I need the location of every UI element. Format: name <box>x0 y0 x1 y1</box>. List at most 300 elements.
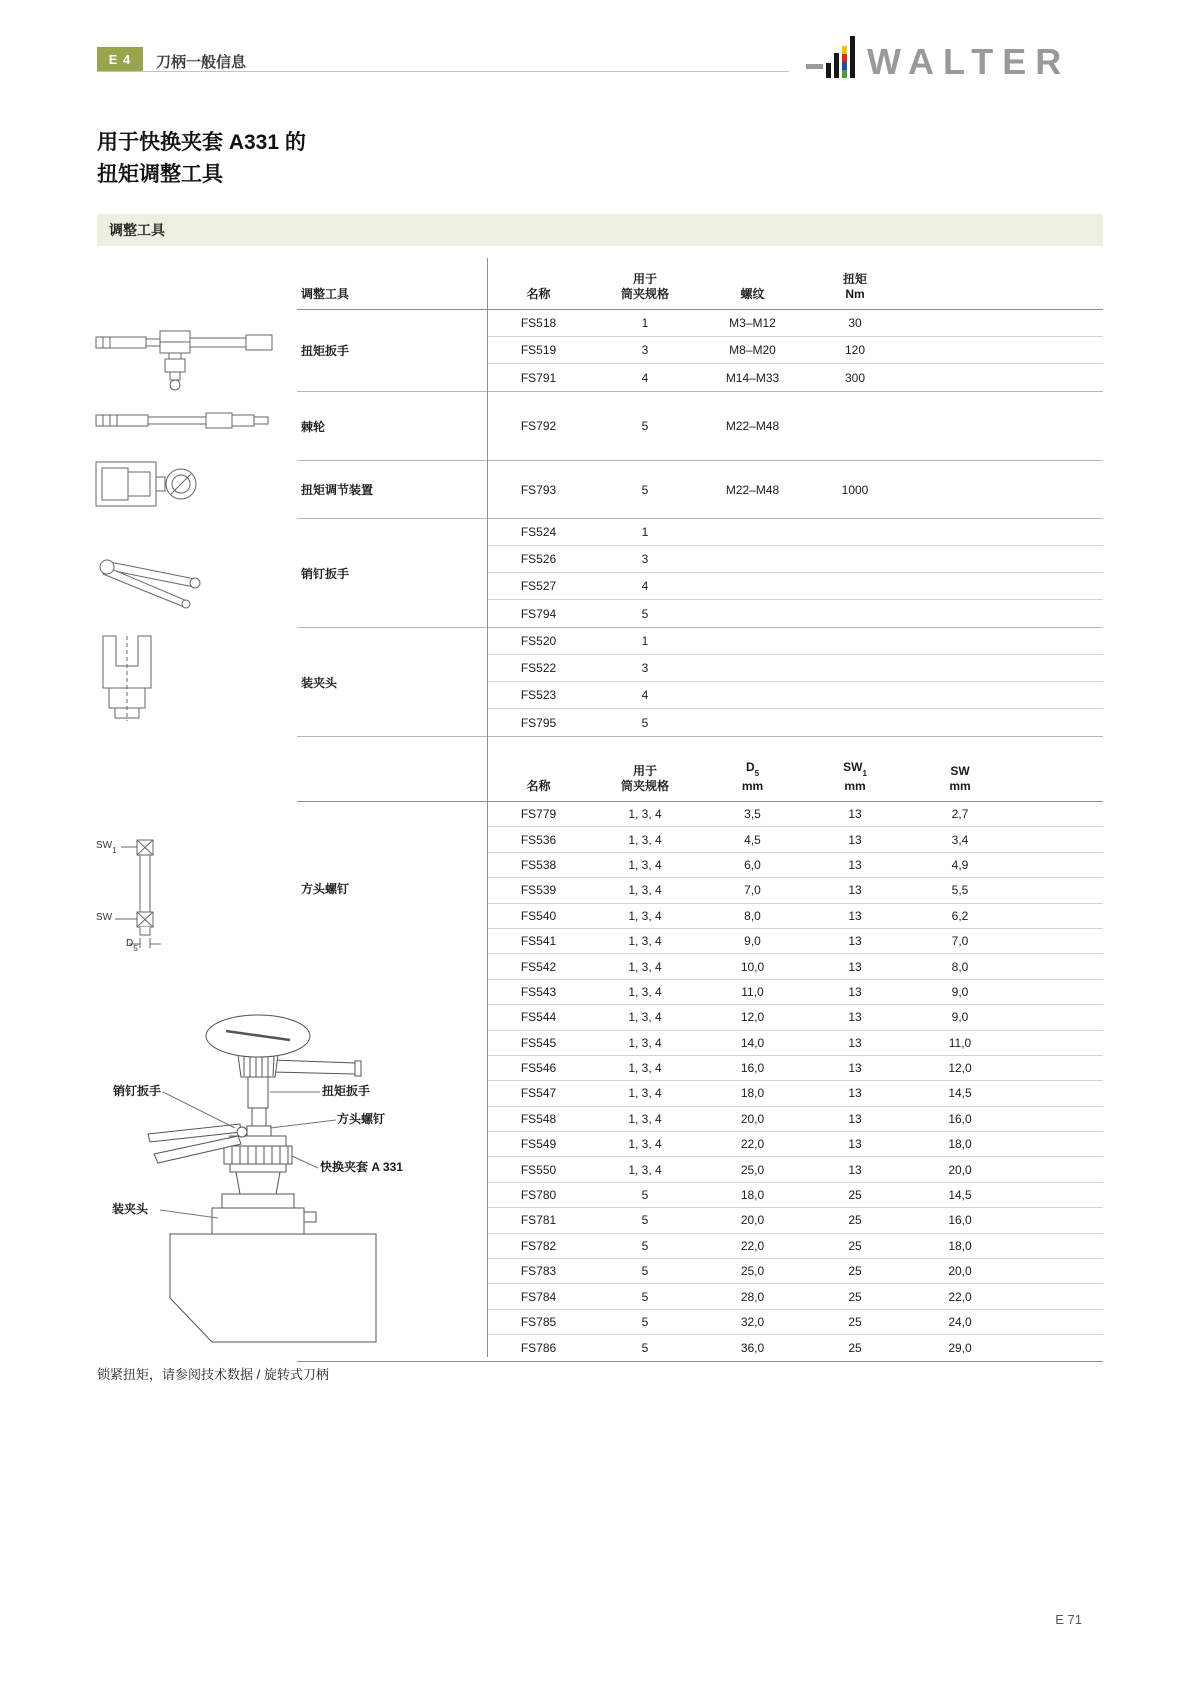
empty-cell <box>297 929 487 954</box>
empty-cell <box>1015 1259 1103 1283</box>
empty-cell <box>297 1183 487 1208</box>
tool-group-ratchet <box>297 392 1103 461</box>
cell-d5: 12,0 <box>740 1010 765 1025</box>
table-row <box>487 709 1103 736</box>
cell-torque <box>805 628 905 654</box>
cell-sw1: 25 <box>848 1188 862 1203</box>
cell-size: 5 <box>641 1315 649 1329</box>
empty-cell <box>1015 954 1103 978</box>
cell-name: FS782 <box>520 1238 557 1253</box>
cell-sw1: 13 <box>848 1137 862 1152</box>
cell-thread <box>700 546 805 572</box>
empty-cell <box>297 853 487 878</box>
cell-d5: 4,5 <box>744 832 761 847</box>
table-row <box>297 1310 1103 1335</box>
empty-cell <box>905 310 1103 336</box>
cell-thread <box>700 628 805 654</box>
cell-size: 5 <box>641 606 649 621</box>
cell-sw1: 13 <box>848 857 862 872</box>
cell-name: FS541 <box>520 934 557 949</box>
cell-size: 4 <box>641 579 649 593</box>
cell-d5: 7,0 <box>744 883 761 898</box>
tool-group-label: 扭矩扳手 <box>301 344 350 358</box>
clamp-head-callout: 装夹头 <box>112 1202 149 1216</box>
table-row <box>297 1208 1103 1233</box>
cell-d5: 20,0 <box>740 1213 765 1228</box>
cell-size: 1, 3, 4 <box>628 1111 662 1126</box>
cell-torque <box>805 709 905 736</box>
table-row <box>487 682 1103 709</box>
cell-size: 1, 3, 4 <box>628 807 662 822</box>
table-row <box>297 1284 1103 1309</box>
col-header-thread: 螺纹 <box>740 287 765 301</box>
cell-name: FS522 <box>520 661 557 675</box>
empty-cell <box>1015 853 1103 877</box>
cell-sw: 29,0 <box>948 1340 972 1355</box>
cell-size: 1, 3, 4 <box>628 1061 662 1076</box>
empty-cell <box>905 519 1103 545</box>
empty-cell <box>1015 1005 1103 1029</box>
cell-sw: 12,0 <box>948 1061 972 1076</box>
cell-d5: 14,0 <box>740 1035 765 1050</box>
cell-sw1: 25 <box>848 1213 862 1228</box>
page-title-line1: 用于快换夹套 A331 的 <box>97 131 306 154</box>
cell-name: FS520 <box>520 634 557 648</box>
empty-cell <box>297 1208 487 1233</box>
cell-torque <box>805 655 905 681</box>
cell-torque: 30 <box>848 316 862 330</box>
sw-dimension-label: SW <box>96 912 113 923</box>
logo-color-bar-icon <box>842 46 847 78</box>
empty-cell <box>905 546 1103 572</box>
cell-sw: 22,0 <box>948 1289 972 1304</box>
cell-sw1: 13 <box>848 1061 862 1076</box>
table-row <box>297 1259 1103 1284</box>
table-row <box>297 929 1103 954</box>
cell-torque: 300 <box>844 370 866 385</box>
cell-size: 5 <box>641 419 649 433</box>
cell-name: FS781 <box>520 1213 557 1228</box>
empty-cell <box>905 573 1103 599</box>
empty-header-cell <box>1015 764 1103 801</box>
empty-cell <box>1015 904 1103 928</box>
cell-d5: 18,0 <box>740 1086 765 1101</box>
cell-size: 5 <box>641 715 649 730</box>
table-row <box>297 878 1103 903</box>
table-row <box>297 1183 1103 1208</box>
table-row <box>297 1335 1103 1360</box>
cell-sw1: 25 <box>848 1340 862 1355</box>
empty-header-cell <box>905 258 1103 309</box>
cell-name: FS545 <box>520 1035 557 1050</box>
cell-name: FS795 <box>520 715 557 730</box>
cell-sw1: 13 <box>848 1010 862 1025</box>
cell-sw: 2,7 <box>951 807 969 822</box>
table-row <box>297 853 1103 878</box>
empty-cell <box>1015 827 1103 851</box>
table-row <box>297 1234 1103 1259</box>
table-row <box>297 827 1103 852</box>
table-row <box>297 904 1103 929</box>
cell-sw: 9,0 <box>951 1010 969 1025</box>
cell-size: 1 <box>641 316 649 330</box>
cell-d5: 25,0 <box>740 1162 765 1177</box>
cell-sw1: 13 <box>848 807 862 822</box>
empty-cell <box>1015 1107 1103 1131</box>
col-header-torque: 扭矩 Nm <box>842 272 867 301</box>
cell-torque <box>805 519 905 545</box>
cell-thread <box>700 600 805 627</box>
empty-cell <box>905 461 1103 518</box>
empty-cell <box>905 628 1103 654</box>
cell-sw1: 13 <box>848 1035 862 1050</box>
cell-size: 4 <box>641 688 649 702</box>
table-row <box>487 310 1103 337</box>
empty-cell <box>297 904 487 929</box>
torque-wrench-callout: 扭矩扳手 <box>322 1084 371 1098</box>
cell-sw1: 13 <box>848 908 862 923</box>
cell-torque <box>805 573 905 599</box>
section-code-badge: E 4 <box>97 47 143 72</box>
cell-name: FS538 <box>520 857 557 872</box>
clamping-head-illustration <box>97 635 157 723</box>
empty-cell <box>1015 878 1103 902</box>
empty-cell <box>1015 1284 1103 1308</box>
cell-sw: 16,0 <box>948 1213 972 1228</box>
empty-cell <box>297 1284 487 1309</box>
col-header-name: 名称 <box>526 779 551 793</box>
cell-name: FS518 <box>520 316 557 330</box>
col-header-tool: 调整工具 <box>301 287 350 301</box>
cell-sw: 14,5 <box>948 1188 972 1203</box>
cell-name: FS780 <box>520 1188 557 1203</box>
cell-sw1: 13 <box>848 934 862 949</box>
cell-name: FS542 <box>520 959 557 974</box>
cell-name: FS523 <box>520 688 557 702</box>
empty-cell <box>1015 802 1103 826</box>
cell-d5: 32,0 <box>740 1315 765 1329</box>
table2-header <box>297 759 1103 802</box>
cell-thread: M22–M48 <box>725 482 780 497</box>
cell-size: 5 <box>641 1264 649 1279</box>
cell-size: 1, 3, 4 <box>628 1010 662 1025</box>
cell-torque <box>805 682 905 708</box>
empty-cell <box>1015 1183 1103 1207</box>
cell-thread: M22–M48 <box>725 419 780 433</box>
walter-logo-mark-icon <box>806 36 855 78</box>
tool-group-label: 销钉扳手 <box>301 566 350 581</box>
table-row <box>487 392 1103 460</box>
tool-group-torque-wrench <box>297 310 1103 392</box>
table-row <box>297 1056 1103 1081</box>
cell-name: FS543 <box>520 984 557 999</box>
table-row <box>297 1081 1103 1106</box>
tool-group-label: 扭矩调节装置 <box>301 483 374 497</box>
col-header-collet-size: 用于 筒夹规格 <box>620 272 669 301</box>
cell-name: FS540 <box>520 908 557 923</box>
empty-cell <box>297 1107 487 1132</box>
col-header-collet-size: 用于 筒夹规格 <box>620 764 669 793</box>
page-title <box>97 127 306 191</box>
cell-thread <box>700 682 805 708</box>
cell-name: FS784 <box>520 1289 557 1304</box>
empty-cell <box>1015 929 1103 953</box>
col-header-sw1: $SW_1$ mm <box>843 759 867 793</box>
empty-cell <box>905 655 1103 681</box>
cell-name: FS779 <box>520 807 557 822</box>
table1-header <box>297 258 1103 310</box>
empty-cell <box>297 1310 487 1335</box>
col-header-sw: SW mm <box>949 764 971 793</box>
cell-thread <box>700 655 805 681</box>
empty-cell <box>1015 1132 1103 1156</box>
cell-size: 1, 3, 4 <box>628 984 662 999</box>
cell-sw1: 13 <box>848 1086 862 1101</box>
cell-size: 1, 3, 4 <box>628 1035 662 1050</box>
cell-sw: 7,0 <box>951 934 969 949</box>
pin-wrench-callout: 销钉扳手 <box>113 1084 162 1098</box>
footer-note: 锁紧扭矩，请参阅技术数据 / 旋转式刀柄 <box>97 1367 329 1382</box>
tool-group-torque-adjusting-device <box>297 461 1103 519</box>
cell-sw: 11,0 <box>948 1035 972 1050</box>
cell-d5: 6,0 <box>744 857 761 872</box>
cell-name: FS785 <box>520 1315 557 1329</box>
cell-size: 1, 3, 4 <box>628 1162 662 1177</box>
empty-cell <box>1015 1081 1103 1105</box>
cell-sw1: 13 <box>848 1162 862 1177</box>
empty-cell <box>297 1132 487 1157</box>
table-row <box>487 519 1103 546</box>
empty-cell <box>1015 1335 1103 1360</box>
cell-size: 5 <box>641 1213 649 1228</box>
cell-d5: 16,0 <box>740 1061 765 1076</box>
square-screw-callout: 方头螺钉 <box>337 1112 386 1126</box>
cell-name: FS519 <box>520 343 557 357</box>
cell-name: FS794 <box>520 606 557 621</box>
cell-torque: 1000 <box>841 482 869 497</box>
cell-size: 5 <box>641 1238 649 1253</box>
ratchet-illustration <box>95 400 275 442</box>
cell-name: FS547 <box>520 1086 557 1101</box>
cell-thread <box>700 709 805 736</box>
cell-size: 1, 3, 4 <box>628 934 662 949</box>
table-row <box>297 1157 1103 1182</box>
cell-name: FS548 <box>520 1111 557 1126</box>
cell-d5: 20,0 <box>740 1111 765 1126</box>
cell-name: FS539 <box>520 883 557 898</box>
cell-sw: 3,4 <box>951 832 969 847</box>
logo-wordmark: WALTER <box>867 40 1071 82</box>
table-row <box>297 1107 1103 1132</box>
cell-d5: 25,0 <box>740 1264 765 1279</box>
cell-size: 5 <box>641 1188 649 1203</box>
cell-d5: 28,0 <box>740 1289 765 1304</box>
cell-size: 3 <box>641 343 649 357</box>
cell-sw: 6,2 <box>951 908 969 923</box>
cell-sw1: 13 <box>848 832 862 847</box>
header-divider <box>97 71 789 72</box>
cell-d5: 8,0 <box>744 908 761 923</box>
empty-header-cell <box>297 764 487 801</box>
cell-size: 1, 3, 4 <box>628 908 662 923</box>
empty-cell <box>1015 1031 1103 1055</box>
cell-d5: 3,5 <box>744 807 761 822</box>
cell-d5: 9,0 <box>744 934 761 949</box>
sw1-dimension-label: $SW_1$ <box>96 840 117 855</box>
table-row <box>487 573 1103 600</box>
empty-cell <box>297 1234 487 1259</box>
table-row <box>297 1005 1103 1030</box>
cell-size: 3 <box>641 552 649 566</box>
cell-size: 3 <box>641 661 649 675</box>
table-row <box>487 337 1103 364</box>
table-row <box>297 1031 1103 1056</box>
cell-sw: 4,9 <box>951 857 969 872</box>
empty-cell <box>297 1259 487 1284</box>
cell-size: 1, 3, 4 <box>628 832 662 847</box>
cell-d5: 18,0 <box>740 1188 765 1203</box>
cell-size: 1 <box>641 525 649 539</box>
table-row <box>487 461 1103 518</box>
cell-name: FS546 <box>520 1061 557 1076</box>
tool-group-clamping-head <box>297 628 1103 737</box>
cell-torque <box>805 600 905 627</box>
empty-cell <box>297 802 487 827</box>
cell-d5: 11,0 <box>741 984 764 999</box>
cell-name: FS783 <box>520 1264 557 1279</box>
cell-sw1: 25 <box>848 1264 862 1279</box>
cell-size: 1, 3, 4 <box>628 857 662 872</box>
empty-cell <box>1015 980 1103 1004</box>
col-header-name: 名称 <box>526 287 551 301</box>
cell-sw: 20,0 <box>948 1264 972 1279</box>
table-row <box>487 655 1103 682</box>
empty-cell <box>905 392 1103 460</box>
empty-cell <box>1015 1056 1103 1080</box>
table-row <box>297 802 1103 827</box>
walter-logo <box>806 36 1071 82</box>
empty-cell <box>905 682 1103 708</box>
empty-cell <box>297 1081 487 1106</box>
cell-name: FS549 <box>520 1137 557 1152</box>
cell-name: FS786 <box>520 1340 557 1355</box>
cell-d5: 10,0 <box>740 959 765 974</box>
cell-size: 1 <box>641 634 649 648</box>
cell-size: 5 <box>641 1289 649 1304</box>
cell-thread <box>700 573 805 599</box>
tool-group-label: 方头螺钉 <box>301 882 350 896</box>
page-title-line2: 扭矩调整工具 <box>97 163 223 186</box>
cell-name: FS550 <box>520 1162 557 1177</box>
torque-adjusting-device-illustration <box>95 455 210 513</box>
cell-size: 1, 3, 4 <box>628 883 662 898</box>
cell-sw: 24,0 <box>948 1315 972 1329</box>
table-row <box>297 980 1103 1005</box>
cell-name: FS793 <box>520 482 557 497</box>
empty-cell <box>297 1056 487 1081</box>
pin-wrench-illustration <box>95 545 210 613</box>
table-vertical-rule <box>487 258 488 1357</box>
table-row <box>487 546 1103 573</box>
cell-size: 1, 3, 4 <box>628 959 662 974</box>
cell-size: 1, 3, 4 <box>628 1086 662 1101</box>
cell-size: 5 <box>641 482 649 497</box>
empty-cell <box>297 1031 487 1056</box>
cell-sw1: 13 <box>848 959 862 974</box>
table-row <box>297 954 1103 979</box>
tool-group-label: 装夹头 <box>301 675 338 690</box>
cell-size: 4 <box>641 370 649 385</box>
cell-sw: 20,0 <box>948 1162 972 1177</box>
cell-d5: 36,0 <box>740 1340 765 1355</box>
d5-dimension-label: $D_5$ <box>126 938 138 953</box>
empty-cell <box>297 1335 487 1360</box>
screw-table-body <box>297 802 1103 1361</box>
cell-thread <box>700 519 805 545</box>
empty-cell <box>297 827 487 852</box>
cell-name: FS544 <box>520 1010 557 1025</box>
cell-thread: M3–M12 <box>729 316 776 330</box>
empty-cell <box>905 337 1103 363</box>
empty-cell <box>297 980 487 1005</box>
cell-name: FS792 <box>520 419 557 433</box>
table-row <box>487 628 1103 655</box>
cell-name: FS524 <box>520 525 557 539</box>
section-header-bar: 调整工具 <box>97 214 1103 246</box>
table-row <box>297 1132 1103 1157</box>
tool-group-pin-wrench <box>297 519 1103 628</box>
cell-sw1: 13 <box>848 984 862 999</box>
empty-cell <box>905 600 1103 627</box>
cell-d5: 22,0 <box>740 1137 765 1152</box>
table-row <box>487 364 1103 391</box>
chapter-title: 刀柄一般信息 <box>156 54 247 71</box>
cell-sw: 18,0 <box>948 1238 972 1253</box>
cell-sw1: 25 <box>848 1289 862 1304</box>
cell-size: 5 <box>641 1340 649 1355</box>
cell-d5: 22,0 <box>740 1238 765 1253</box>
cell-sw: 5,5 <box>951 883 969 898</box>
cell-thread: M14–M33 <box>725 370 780 385</box>
cell-torque: 120 <box>844 343 866 357</box>
empty-cell <box>1015 1310 1103 1334</box>
cell-name: FS526 <box>520 552 557 566</box>
tools-table <box>297 258 1103 1362</box>
empty-cell <box>905 709 1103 736</box>
cell-sw: 8,0 <box>951 959 969 974</box>
cell-sw: 16,0 <box>948 1111 972 1126</box>
empty-cell <box>297 1157 487 1182</box>
sleeve-callout: 快换夹套 A 331 <box>320 1160 403 1174</box>
cell-sw: 18,0 <box>948 1137 972 1152</box>
cell-name: FS791 <box>520 370 557 385</box>
table-bottom-rule <box>297 1361 1103 1362</box>
cell-sw1: 25 <box>848 1238 862 1253</box>
table-row <box>487 600 1103 627</box>
cell-torque <box>805 546 905 572</box>
cell-sw: 9,0 <box>951 984 969 999</box>
page-number: E 71 <box>1055 1612 1082 1627</box>
cell-thread: M8–M20 <box>729 343 776 357</box>
empty-cell <box>297 1005 487 1030</box>
cell-name: FS536 <box>520 832 557 847</box>
empty-cell <box>1015 1208 1103 1232</box>
empty-cell <box>297 954 487 979</box>
torque-wrench-illustration <box>95 312 275 394</box>
cell-name: FS527 <box>520 579 557 593</box>
cell-size: 1, 3, 4 <box>628 1137 662 1152</box>
cell-sw: 14,5 <box>948 1086 972 1101</box>
